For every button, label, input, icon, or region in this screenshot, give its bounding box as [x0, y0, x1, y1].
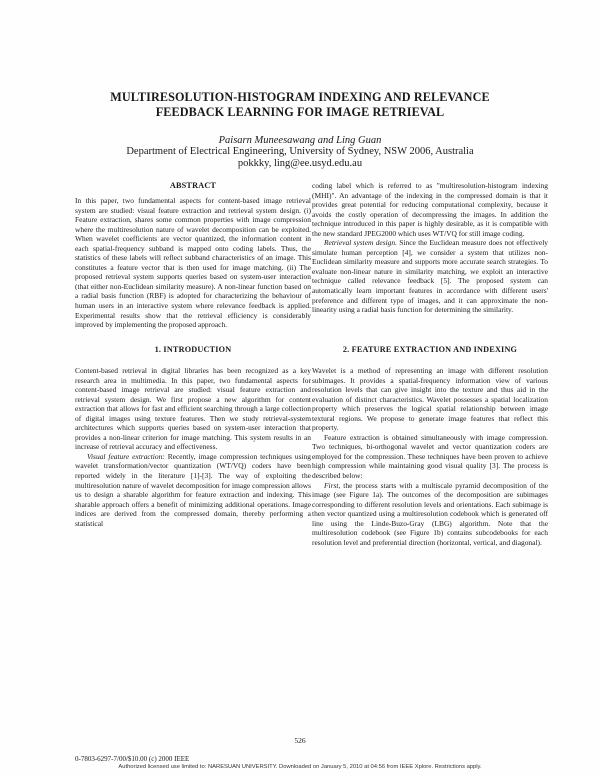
intro-continuation: coding label which is referred to as "multiresolution-histogram indexing (MHI)". An advantage of the indexing in the compressed domain is that it provides great potential for reducing computational complexity, because it avoids the costly operation of decompressing the images. In addition the technique introduced in this paper is highly desirable, as it is compatible with the new standard JPEG2000 which uses WT/VQ for still image coding.	[312, 181, 548, 238]
title-line-1: MULTIRESOLUTION-HISTOGRAM INDEXING AND RELEVANCE	[110, 90, 490, 104]
author-email: pokkky, ling@ee.usyd.edu.au	[237, 158, 363, 169]
section-2-paragraph-3-text: the process starts with a multiscale pyramid decomposition of the image (see Figure 1a). The outcomes of the decomposition are subimages corresponding to different resolution levels and orientations. Each subimage is then vector quantized using a multiresolution codebook which is generated off line using the Linde-Buzo-Gray (LBG) algorithm. Note that the multiresolution codebook (see Figure 1b) contains subcodebooks for each resolution level and preferential direction (horizontal, vertical, and diagonal).	[312, 480, 548, 547]
isbn-footnote: 0-7803-6297-7/00/$10.00 (c) 2000 IEEE	[75, 755, 190, 763]
author-affiliation: Department of Electrical Engineering, University of Sydney, NSW 2006, Australia	[126, 146, 474, 157]
system-design-text: Since the Euclidean measure does not effectively simulate human perception [4], we consider a system that utilizes non-Euclidean similarity measure and supports more accurate search strategies. To evaluate non-linear nature in similarity matching, we exploit an interactive technique called relevance feedback [5]. The proposed system can automatically learn important features in accordance with different users' preference and different type of images, and it can approximate the non-linearity using a radial basis function for determining the similarity.	[312, 238, 548, 315]
page-number: 526	[294, 736, 306, 745]
system-design-lead: Retrieval system design.	[324, 238, 397, 248]
right-column-top	[312, 181, 548, 315]
section-2-paragraph-3-lead: First,	[324, 480, 341, 490]
section-2-paragraph-2: Feature extraction is obtained simultaneously with image compression. Two techniques, bi-orthogonal wavelet and vector quantization coders are employed for the compression. These techniques have been proven to achieve high compression while maintaining good visual quality [3]. The process is described below:	[312, 432, 548, 481]
section-2-heading: 2. FEATURE EXTRACTION AND INDEXING	[342, 345, 518, 354]
introduction-body	[75, 366, 311, 528]
section-2-paragraph-3	[312, 481, 548, 548]
intro-paragraph-1: Content-based retrieval in digital libraries has been recognized as a key research area in multimedia. In this paper, two fundamental aspects for content-based image retrieval are studied: visual feature extraction and retrieval system design. We first propose a new algorithm for content extraction that allows for fast and efficient searching through a large collection of digital images using texture features. Then we study retrieval-system architectures which supports queries based on system-user interaction that provides a non-linear criterion for image matching. This system results in an increase of retrieval accuracy and effectiveness.	[75, 366, 311, 452]
title-line-2: FEEDBACK LEARNING FOR IMAGE RETRIEVAL	[155, 105, 445, 119]
abstract-body	[75, 196, 311, 330]
intro-paragraph-2-text: Recently, image compression techniques using wavelet transformation/vector quantization (WT/VQ) coders have been reported widely in the literature [1]-[3]. The way of exploiting the multiresolution nature of wavelet decomposition for image compression allows us to design a sharable algorithm for feature extraction and indexing. This sharable approach offers a benefit of minimizing additional operations. Image indices are derived from the compressed domain, thereby performing a statistical	[75, 451, 311, 528]
system-design-paragraph	[312, 238, 548, 314]
introduction-heading: 1. INTRODUCTION	[154, 345, 232, 354]
copyright-notice: Authorized licensed use limited to: NARESUAN UNIVERSITY. Downloaded on January 5, 2010 at 04:56 from IEEE Xplore. Restrictions apply.	[118, 764, 482, 770]
paper-title	[60, 90, 540, 120]
abstract-text: In this paper, two fundamental aspects for content-based image retrieval system are studied: visual feature extraction and retrieval system design. (i) Feature extraction, shares some common properties with image compression where the multiresolution nature of wavelet decomposition can be exploited. When wavelet coefficients are vector quantized, the information content in each spatial-frequency subband is mapped onto coding labels. Thus, the statistics of these labels will reflect subband characteristics of an image. This constitutes a feature vector that is then used for image matching. (ii) The proposed retrieval system supports queries based on system-user interaction (that either non-Euclidean similarity measure). A non-linear function based on a radial basis function (RBF) is adopted for characterizing the behaviour of human users in an interactive system where relevance feedback is applied. Experimental results show that the retrieval efficiency is considerably improved by implementing the proposed approach.	[75, 196, 311, 330]
section-2-paragraph-1: Wavelet is a method of representing an image with different resolution subimages. It provides a spatial-frequency information view of various resolution levels that can give insight into the texture and thus aid in the evaluation of distinct characteristics. Wavelet possesses a spatial localization property which preserves the logical spatial relationship between image textural regions. We propose to generate image features that reflect this property.	[312, 366, 548, 433]
section-2-body	[312, 366, 548, 547]
intro-paragraph-2-lead: Visual feature extraction:	[87, 451, 165, 461]
abstract-heading: ABSTRACT	[169, 181, 217, 190]
author-names: Paisarn Muneesawang and Ling Guan	[218, 135, 382, 146]
intro-paragraph-2	[75, 452, 311, 528]
